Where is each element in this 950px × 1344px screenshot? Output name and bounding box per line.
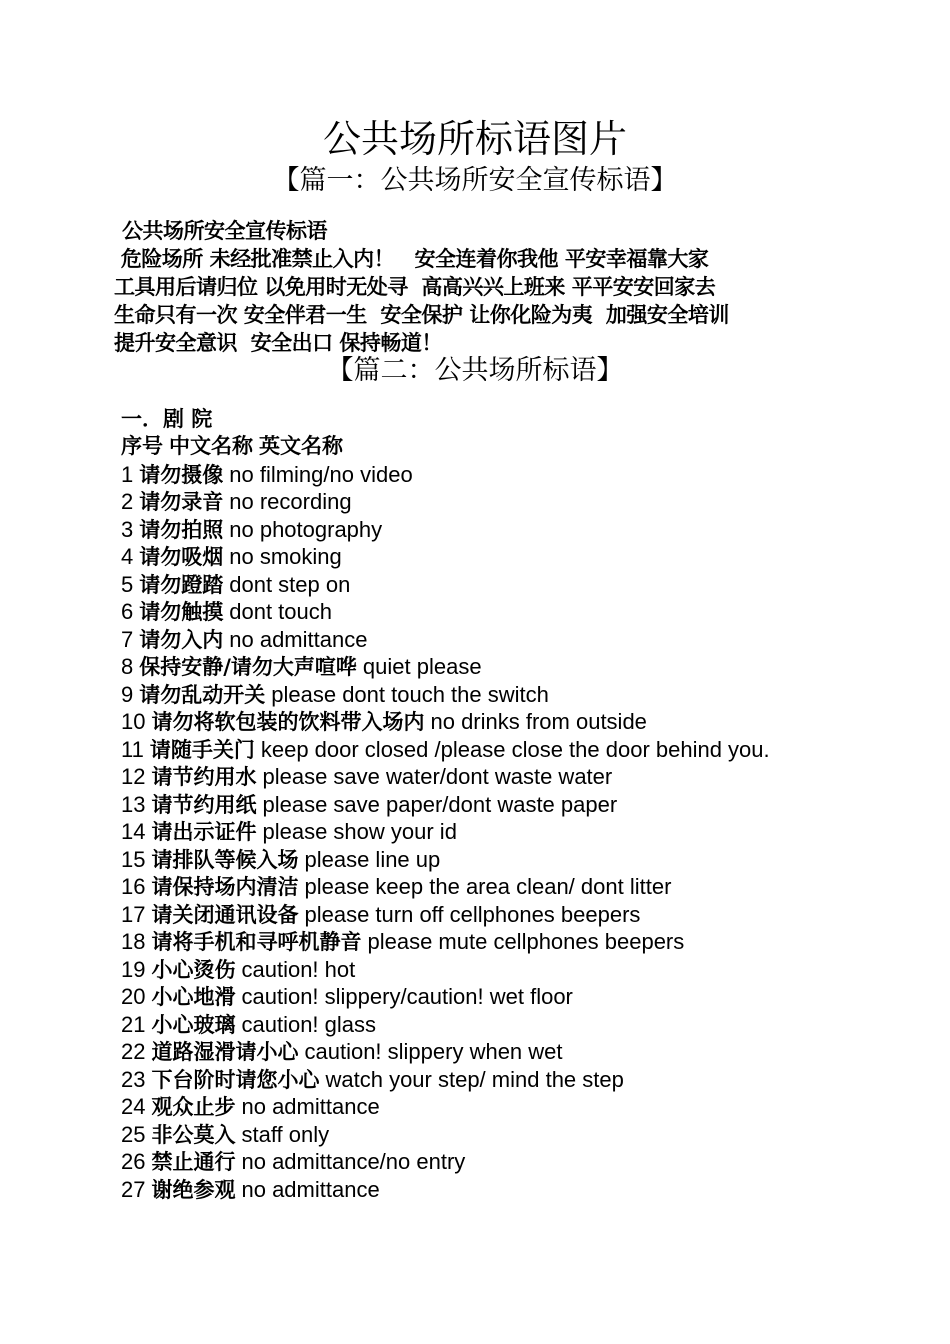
row-number: 19 [121, 956, 146, 982]
table-row [121, 901, 881, 929]
table-row [121, 708, 881, 736]
row-chinese-name: 请节约用水 [151, 765, 257, 789]
table-row [121, 488, 881, 516]
sign-table [121, 433, 881, 1203]
row-english-name: quiet please [362, 654, 482, 679]
row-chinese-name: 小心玻璃 [151, 1012, 236, 1037]
table-row [121, 928, 881, 956]
page-title: 公共场所标语图片 [322, 117, 627, 161]
row-chinese-name: 请勿摄像 [139, 462, 224, 487]
row-number: 26 [121, 1149, 146, 1174]
slogan-line: 工具用后请归位 以免用时无处寻 高高兴兴上班来 平平安安回家去 [114, 275, 716, 299]
row-chinese-name: 请节约用纸 [151, 792, 257, 817]
row-number: 17 [121, 901, 146, 927]
row-chinese-name: 请勿蹬踏 [139, 572, 224, 597]
table-row [121, 1176, 881, 1204]
table-row [121, 873, 881, 901]
row-chinese-name: 请关闭通讯设备 [151, 902, 299, 927]
row-number: 21 [121, 1011, 146, 1037]
chapter-two-heading: 【篇二：公共场所标语】 [326, 355, 624, 386]
row-english-name: no admittance [241, 1176, 380, 1202]
row-chinese-name: 请随手关门 [149, 737, 255, 762]
table-row [121, 626, 881, 654]
slogans-subtitle: 公共场所安全宣传标语 [122, 219, 327, 243]
row-chinese-name: 请勿吸烟 [139, 545, 224, 569]
column-header-number: 序号 [121, 434, 163, 458]
row-english-name: please mute cellphones beepers [367, 929, 685, 954]
row-chinese-name: 请勿乱动开关 [139, 682, 266, 707]
row-number: 15 [121, 846, 146, 872]
row-chinese-name: 观众止步 [151, 1095, 236, 1119]
table-row [121, 571, 881, 599]
row-number: 24 [121, 1094, 146, 1119]
row-english-name: no smoking [229, 544, 342, 569]
row-english-name: caution! glass [241, 1011, 377, 1037]
row-number: 2 [121, 489, 134, 514]
table-row [121, 543, 881, 571]
row-english-name: please show your id [262, 819, 457, 844]
row-chinese-name: 下台阶时请您小心 [151, 1067, 320, 1092]
column-header-english: 英文名称 [259, 434, 343, 458]
table-row [121, 653, 881, 681]
table-row [121, 516, 881, 544]
row-english-name: please save water/dont waste water [262, 764, 613, 789]
table-row [121, 461, 881, 489]
row-chinese-name: 非公莫入 [151, 1122, 236, 1147]
row-chinese-name: 请勿触摸 [139, 600, 224, 624]
row-number: 9 [121, 681, 134, 707]
row-english-name: no recording [229, 489, 352, 514]
row-english-name: no admittance [241, 1094, 380, 1119]
row-chinese-name: 保持安静/请勿大声喧哗 [139, 655, 357, 679]
row-english-name: no photography [229, 516, 383, 542]
row-number: 16 [121, 874, 146, 899]
slogan-line: 提升安全意识 安全出口 保持畅道！ [114, 331, 442, 355]
row-english-name: watch your step/ mind the step [325, 1066, 624, 1092]
row-number: 23 [121, 1066, 146, 1092]
table-row [121, 791, 881, 819]
row-number: 10 [121, 709, 146, 734]
table-row [121, 1038, 881, 1066]
row-number: 1 [121, 461, 134, 487]
row-number: 8 [121, 654, 134, 679]
table-row [121, 598, 881, 626]
row-number: 18 [121, 929, 146, 954]
row-english-name: please save paper/dont waste paper [262, 791, 618, 817]
row-chinese-name: 请排队等候入场 [151, 847, 299, 872]
row-english-name: caution! hot [241, 956, 356, 982]
row-english-name: dont step on [229, 571, 351, 597]
row-english-name: no drinks from outside [430, 709, 647, 734]
row-number: 14 [121, 819, 146, 844]
table-row [121, 983, 881, 1011]
row-english-name: keep door closed /please close the door behind you. [260, 736, 770, 762]
row-english-name: staff only [241, 1121, 330, 1147]
table-rows [121, 461, 881, 1204]
slogan-line: 危险场所 未经批准禁止入内！ 安全连着你我他 平安幸福靠大家 [114, 247, 709, 271]
section-heading-theater: 一．剧 院 [121, 407, 213, 431]
table-row [121, 846, 881, 874]
row-english-name: no admittance/no entry [241, 1149, 466, 1174]
row-number: 4 [121, 544, 134, 569]
row-number: 6 [121, 599, 134, 624]
row-chinese-name: 请保持场内清洁 [151, 875, 299, 899]
row-number: 20 [121, 984, 146, 1009]
row-chinese-name: 请出示证件 [151, 820, 257, 844]
table-row [121, 1148, 881, 1176]
row-number: 5 [121, 571, 134, 597]
row-number: 12 [121, 764, 146, 789]
row-chinese-name: 请勿拍照 [139, 517, 224, 542]
table-row [121, 1093, 881, 1121]
row-chinese-name: 请勿录音 [139, 490, 224, 514]
row-chinese-name: 禁止通行 [151, 1150, 236, 1174]
row-english-name: please turn off cellphones beepers [304, 901, 641, 927]
slogan-line: 生命只有一次 安全伴君一生 安全保护 让你化险为夷 加强安全培训 [114, 303, 729, 327]
row-number: 13 [121, 791, 146, 817]
row-number: 25 [121, 1121, 146, 1147]
row-chinese-name: 请勿入内 [139, 627, 224, 652]
row-chinese-name: 请将手机和寻呼机静音 [151, 930, 362, 954]
table-row [121, 736, 881, 764]
column-header-chinese: 中文名称 [169, 434, 253, 458]
row-english-name: please keep the area clean/ dont litter [304, 874, 672, 899]
table-row [121, 763, 881, 791]
row-english-name: please dont touch the switch [271, 681, 549, 707]
row-chinese-name: 谢绝参观 [151, 1177, 236, 1202]
table-row [121, 956, 881, 984]
row-chinese-name: 请勿将软包装的饮料带入场内 [151, 710, 425, 734]
chapter-one-heading: 【篇一：公共场所安全宣传标语】 [272, 165, 678, 196]
row-number: 7 [121, 626, 134, 652]
row-number: 27 [121, 1176, 146, 1202]
row-number: 11 [121, 736, 144, 762]
row-number: 22 [121, 1039, 146, 1064]
row-english-name: no admittance [229, 626, 368, 652]
row-chinese-name: 道路湿滑请小心 [151, 1040, 299, 1064]
row-english-name: dont touch [229, 599, 332, 624]
row-english-name: caution! slippery/caution! wet floor [241, 984, 573, 1009]
row-english-name: please line up [304, 846, 441, 872]
row-chinese-name: 小心烫伤 [151, 957, 236, 982]
table-row [121, 1011, 881, 1039]
table-header [121, 433, 881, 461]
safety-slogans [114, 217, 844, 357]
table-row [121, 1066, 881, 1094]
table-row [121, 681, 881, 709]
table-row [121, 818, 881, 846]
row-number: 3 [121, 516, 134, 542]
table-row [121, 1121, 881, 1149]
row-english-name: caution! slippery when wet [304, 1039, 563, 1064]
row-chinese-name: 小心地滑 [151, 985, 236, 1009]
row-english-name: no filming/no video [229, 461, 413, 487]
